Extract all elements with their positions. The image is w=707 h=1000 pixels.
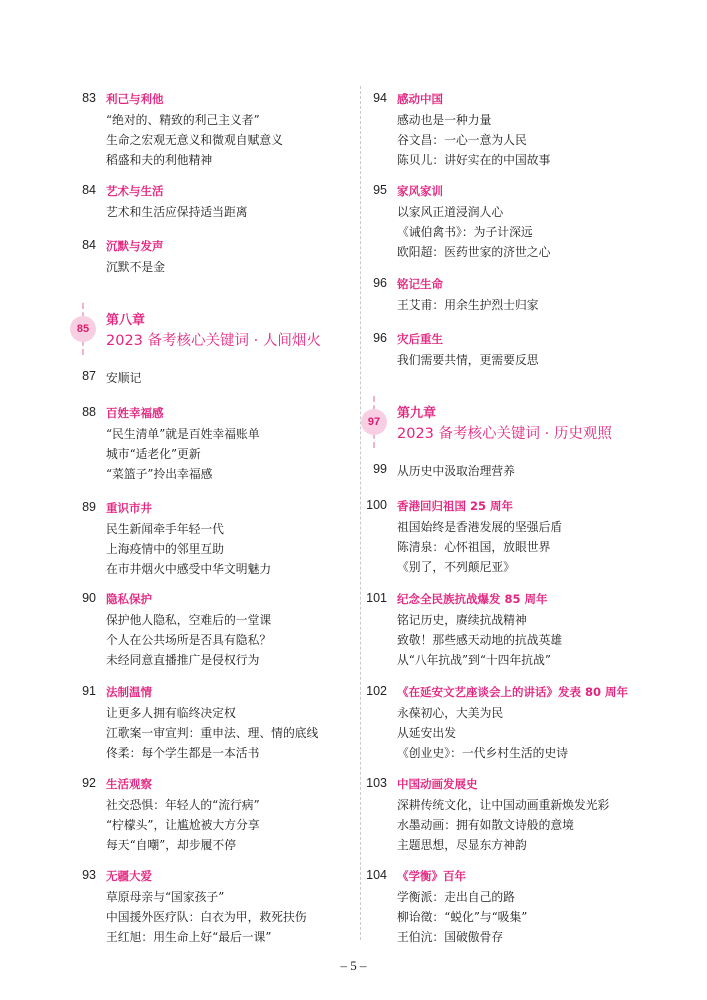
entry-title: 中国动画发展史 bbox=[397, 777, 478, 791]
chapter-page-badge: 97 bbox=[361, 409, 387, 435]
entry-line: 我们需要共情，更需要反思 bbox=[397, 353, 539, 367]
entry-title: 家风家训 bbox=[397, 184, 443, 198]
entry-line: 《创业史》：一代乡村生活的史诗 bbox=[397, 746, 569, 760]
page-number: 96 bbox=[373, 276, 387, 290]
entry-line: 主题思想，尽显东方神韵 bbox=[397, 838, 527, 852]
entry-line: 陈清泉：心怀祖国，放眼世界 bbox=[397, 540, 551, 554]
chapter-label: 第九章 bbox=[397, 406, 437, 421]
entry-line: 水墨动画：拥有如散文诗般的意境 bbox=[397, 818, 574, 832]
page-number: 84 bbox=[82, 238, 96, 252]
chapter-page-badge: 85 bbox=[70, 316, 96, 342]
page-number: 90 bbox=[82, 591, 96, 605]
page-number: 92 bbox=[82, 776, 96, 790]
page-number: 104 bbox=[366, 868, 387, 882]
entry-title: 百姓幸福感 bbox=[106, 406, 164, 420]
entry-line: 生命之宏观无意义和微观自赋意义 bbox=[106, 133, 283, 147]
page-number: 84 bbox=[82, 183, 96, 197]
entry-line: “柠檬头”，让尴尬被大方分享 bbox=[106, 818, 260, 832]
chapter-label: 第八章 bbox=[106, 313, 146, 328]
entry-line: 民生新闻牵手年轻一代 bbox=[106, 522, 224, 536]
page-number: 88 bbox=[82, 405, 96, 419]
page-number: 100 bbox=[366, 498, 387, 512]
entry-line: 从“八年抗战”到“十四年抗战” bbox=[397, 653, 551, 667]
entry-line: 佟柔：每个学生都是一本活书 bbox=[106, 746, 260, 760]
entry-line: 《诫伯禽书》：为子计深远 bbox=[397, 225, 533, 239]
entry-line: 从延安出发 bbox=[397, 726, 456, 740]
entry-title: 无疆大爱 bbox=[106, 869, 152, 883]
chapter-subtitle: 2023 备考核心关键词 · 历史观照 bbox=[397, 426, 612, 442]
entry-line: 铭记历史，赓续抗战精神 bbox=[397, 613, 527, 627]
page-number: 103 bbox=[366, 776, 387, 790]
entry-line: 在市井烟火中感受中华文明魅力 bbox=[106, 562, 272, 576]
entry-title: 隐私保护 bbox=[106, 592, 152, 606]
page-number: 94 bbox=[373, 91, 387, 105]
entry-line: 学衡派：走出自己的路 bbox=[397, 890, 515, 904]
entry-line: 个人在公共场所是否具有隐私？ bbox=[106, 633, 272, 647]
entry-line: 欧阳超：医药世家的济世之心 bbox=[397, 245, 551, 259]
entry-line: 王伯沆：国破傲骨存 bbox=[397, 930, 504, 944]
entry-line: 沉默不是金 bbox=[106, 260, 165, 274]
entry-title: 纪念全民族抗战爆发 85 周年 bbox=[397, 592, 548, 606]
entry-line: 柳诒徵：“蜕化”与“吸集” bbox=[397, 910, 528, 924]
page-number: 87 bbox=[82, 369, 96, 383]
page-number: 102 bbox=[366, 684, 387, 698]
entry-line: 草原母亲与“国家孩子” bbox=[106, 890, 225, 904]
entry-line: 中国援外医疗队：白衣为甲，救死扶伤 bbox=[106, 910, 307, 924]
entry-line: 上海疫情中的邻里互助 bbox=[106, 542, 224, 556]
entry-title: 沉默与发声 bbox=[106, 239, 164, 253]
entry-line: “民生清单”就是百姓幸福账单 bbox=[106, 427, 260, 441]
entry-line: 谷文昌：一心一意为人民 bbox=[397, 133, 527, 147]
entry-line: 王红旭：用生命上好“最后一课” bbox=[106, 930, 272, 944]
page-number: 95 bbox=[373, 183, 387, 197]
entry-line: 深耕传统文化，让中国动画重新焕发光彩 bbox=[397, 798, 610, 812]
entry-line: 陈贝儿：讲好实在的中国故事 bbox=[397, 153, 551, 167]
chapter-heading[interactable] bbox=[355, 396, 705, 451]
page-number: 91 bbox=[82, 684, 96, 698]
entry-title: 灾后重生 bbox=[397, 332, 443, 346]
entry-title: 《学衡》百年 bbox=[397, 869, 466, 883]
entry-title: 法制温情 bbox=[106, 685, 152, 699]
entry-title: 利己与利他 bbox=[106, 92, 164, 106]
page-number: 89 bbox=[82, 500, 96, 514]
entry-line: 让更多人拥有临终决定权 bbox=[106, 706, 236, 720]
entry-line: 江歌案一审宣判：重申法、理、情的底线 bbox=[106, 726, 319, 740]
page-number: 93 bbox=[82, 868, 96, 882]
entry-line: 未经同意直播推广是侵权行为 bbox=[106, 653, 260, 667]
chapter-heading[interactable] bbox=[64, 303, 354, 358]
entry-line: 保护他人隐私，空难后的一堂课 bbox=[106, 613, 272, 627]
entry-line: 艺术和生活应保持适当距离 bbox=[106, 205, 248, 219]
entry-line: 社交恐惧：年轻人的“流行病” bbox=[106, 798, 260, 812]
page-number: 99 bbox=[373, 462, 387, 476]
entry-title: 艺术与生活 bbox=[106, 184, 164, 198]
page-number: 101 bbox=[366, 591, 387, 605]
footer-page-number: – 5 – bbox=[340, 958, 367, 973]
entry-line: 永葆初心，大美为民 bbox=[397, 706, 504, 720]
entry-title: 从历史中汲取治理营养 bbox=[397, 464, 515, 478]
entry-line: 祖国始终是香港发展的坚强后盾 bbox=[397, 520, 563, 534]
entry-title: 《在延安文艺座谈会上的讲话》发表 80 周年 bbox=[397, 685, 629, 699]
entry-line: “菜篮子”拎出幸福感 bbox=[106, 467, 213, 481]
entry-line: 每天“自嘲”，却步履不停 bbox=[106, 838, 237, 852]
column-divider bbox=[360, 86, 361, 940]
entry-title: 铭记生命 bbox=[397, 277, 443, 291]
entry-line: 稻盛和夫的利他精神 bbox=[106, 153, 213, 167]
entry-title: 感动中国 bbox=[397, 92, 443, 106]
entry-line: 以家风正道浸润人心 bbox=[397, 205, 504, 219]
entry-line: 王艾甫：用余生护烈士归家 bbox=[397, 298, 539, 312]
entry-title: 生活观察 bbox=[106, 777, 152, 791]
entry-line: 城市“适老化”更新 bbox=[106, 447, 201, 461]
entry-title: 香港回归祖国 25 周年 bbox=[397, 499, 514, 513]
entry-line: “绝对的、精致的利己主义者” bbox=[106, 113, 260, 127]
chapter-subtitle: 2023 备考核心关键词 · 人间烟火 bbox=[106, 333, 321, 349]
page-number: 96 bbox=[373, 331, 387, 345]
entry-title: 重识市井 bbox=[106, 501, 152, 515]
entry-title: 安顺记 bbox=[106, 371, 142, 385]
entry-line: 《别了，不列颠尼亚》 bbox=[397, 560, 515, 574]
entry-line: 致敬！那些感天动地的抗战英雄 bbox=[397, 633, 563, 647]
page-number: 83 bbox=[82, 91, 96, 105]
entry-line: 感动也是一种力量 bbox=[397, 113, 492, 127]
